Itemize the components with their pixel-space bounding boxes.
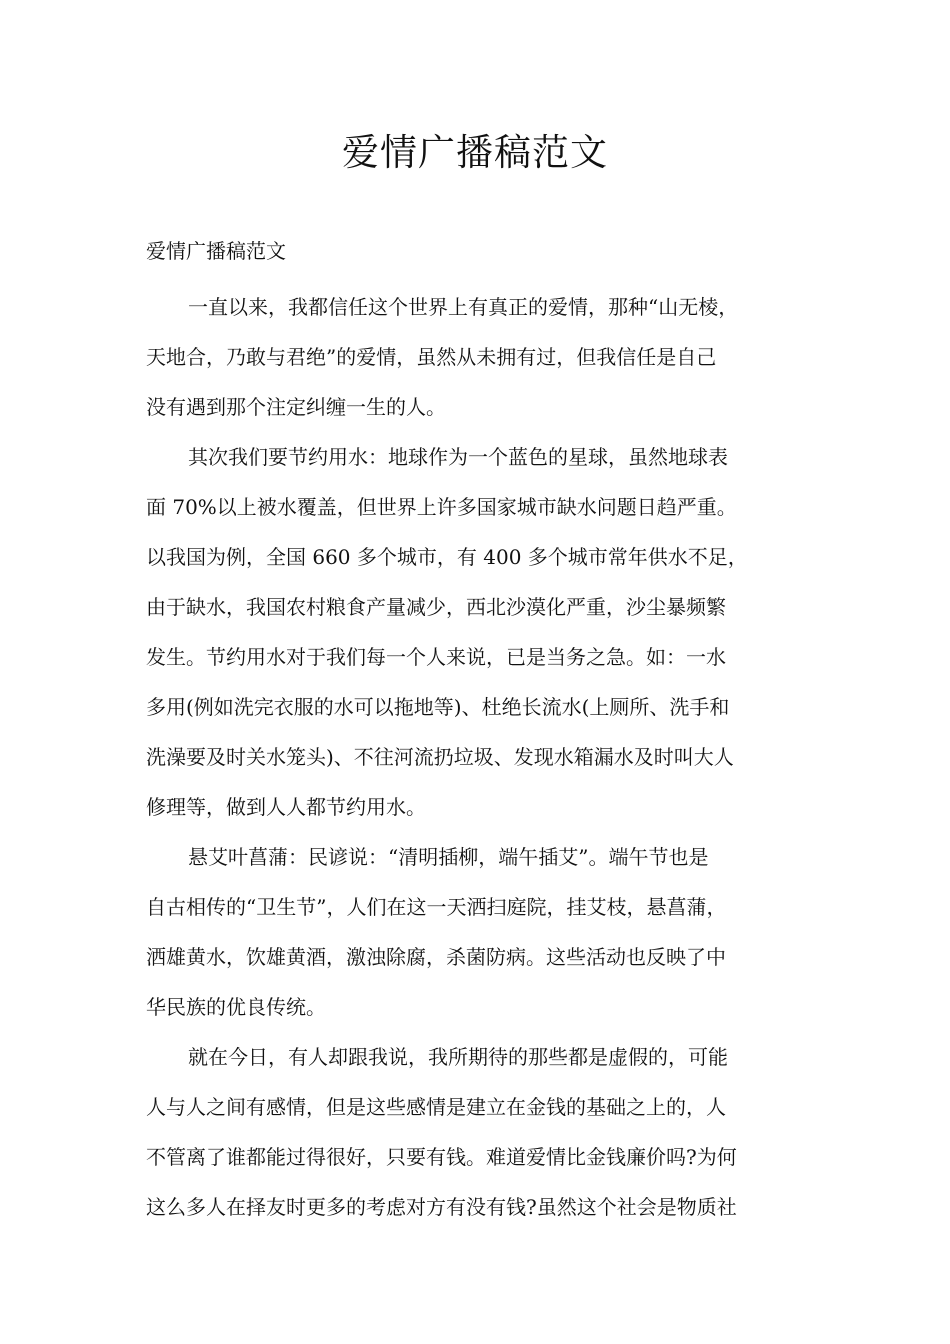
text-line: 一直以来，我都信任这个世界上有真正的爱情，那种“山无棱，: [188, 295, 739, 319]
text-line: 其次我们要节约用水：地球作为一个蓝色的星球，虽然地球表: [188, 445, 728, 469]
paragraph-2: [146, 432, 814, 832]
paragraph-1: [146, 282, 814, 432]
paragraph-4: [146, 1032, 814, 1232]
text-line: 以我国为例，全国 660 多个城市，有 400 多个城市常年供水不足，: [146, 545, 748, 569]
text-line: 没有遇到那个注定纠缠一生的人。: [146, 395, 446, 419]
text-line: 洒雄黄水，饮雄黄酒，激浊除腐，杀菌防病。这些活动也反映了中: [146, 945, 726, 969]
document-title: 爱情广播稿范文: [342, 131, 608, 174]
text-line: 这么多人在择友时更多的考虑对方有没有钱?虽然这个社会是物质社: [146, 1195, 737, 1219]
text-line: 人与人之间有感情，但是这些感情是建立在金钱的基础之上的，人: [146, 1095, 726, 1119]
document-subtitle: 爱情广播稿范文: [146, 239, 286, 263]
text-line: 面 70%以上被水覆盖，但世界上许多国家城市缺水问题日趋严重。: [146, 495, 737, 519]
text-line: 多用(例如洗完衣服的水可以拖地等)、杜绝长流水(上厕所、洗手和: [146, 695, 730, 719]
text-line: 天地合，乃敢与君绝”的爱情，虽然从未拥有过，但我信任是自己: [146, 345, 717, 369]
text-line: 就在今日，有人却跟我说，我所期待的那些都是虚假的，可能: [188, 1045, 728, 1069]
paragraph-3: [146, 832, 814, 1032]
text-line: 华民族的优良传统。: [146, 995, 326, 1019]
text-line: 修理等，做到人人都节约用水。: [146, 795, 426, 819]
text-line: 悬艾叶菖蒲：民谚说：“清明插柳，端午插艾”。端午节也是: [188, 845, 709, 869]
text-line: 自古相传的“卫生节”，人们在这一天洒扫庭院，挂艾枝，悬菖蒲，: [146, 895, 727, 919]
document-body: [146, 282, 814, 1232]
text-line: 不管离了谁都能过得很好，只要有钱。难道爱情比金钱廉价吗?为何: [146, 1145, 737, 1169]
text-line: 发生。节约用水对于我们每一个人来说，已是当务之急。如：一水: [146, 645, 726, 669]
text-line: 洗澡要及时关水笼头)、不往河流扔垃圾、发现水箱漏水及时叫大人: [146, 745, 734, 769]
text-line: 由于缺水，我国农村粮食产量减少，西北沙漠化严重，沙尘暴频繁: [146, 595, 726, 619]
